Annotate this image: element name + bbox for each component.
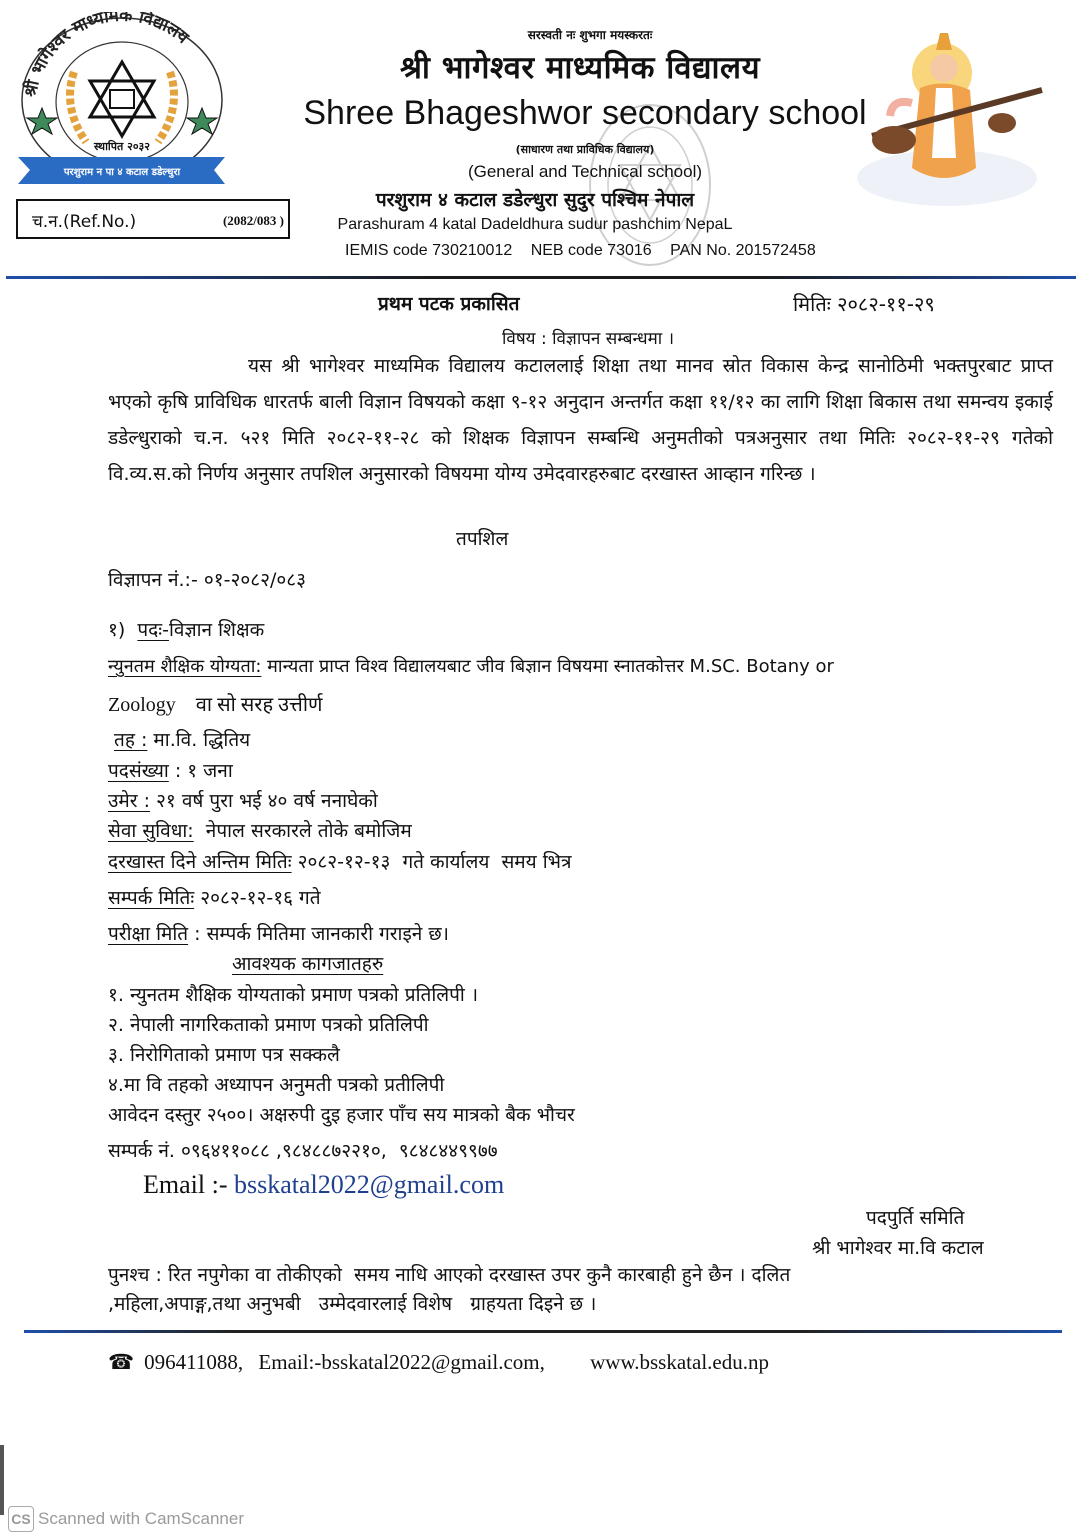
field-label: तह : [114,729,148,751]
contact-phones: सम्पर्क नं. ०९६४११०८८ ,९८४८८७२२१०, ९८४८४४९९७७ [108,1140,498,1162]
signature-committee: पदपुर्ति समिति [866,1207,965,1229]
documents-list [108,981,575,1131]
motto: सरस्वती नः शुभगा मयस्करतः [527,28,653,42]
field-value: २०८२-१२-१३ गते कार्यालय समय भित्र [291,851,572,873]
school-logo [14,12,229,192]
field-value: : १ जना [168,760,233,782]
iemis-code: IEMIS code 730210012 [345,242,513,259]
saraswati-image [852,28,1052,213]
contact-email-line [143,1170,504,1200]
address-english: Parashuram 4 katal Dadeldhura sudur pashchim NepaL [337,216,733,233]
footer-website[interactable]: www.bsskatal.edu.np [590,1350,769,1374]
field-label: दरखास्त दिने अन्तिम मितिः [108,851,292,873]
tapashil-heading: तपशिल [456,528,509,550]
school-name-english: Shree Bhageshwor secondary school [303,94,867,132]
field-contact-date [108,884,571,920]
footer-contact [108,1350,779,1375]
school-type-nepali: (साधारण तथा प्राविधिक विद्यालय) [515,143,655,156]
field-label: पदसंख्या [108,760,169,782]
postscript-line-2: ,महिला,अपाङ्ग,तथा अनुभबी उम्मेदवारलाई विशेष ग्राहयता दिइने छ । [108,1293,597,1315]
footer-email[interactable]: Email:-bsskatal2022@gmail.com, [258,1350,545,1374]
header-divider [6,276,1076,279]
documents-heading: आवश्यक कागजातहरु [232,953,384,975]
camscanner-logo-icon: CS [8,1506,34,1532]
field-level [108,726,571,757]
logo-ring-text: श्री भागेश्वर माध्यमिक विद्यालय [20,12,193,99]
field-deadline [108,848,571,884]
notice-date: मितिः २०८२-११-२९ [793,292,935,316]
address-nepali: परशुराम ४ कटाल डडेल्धुरा सुदुर पश्चिम नेपाल [375,189,695,211]
qualification-line [108,654,834,678]
neb-code: NEB code 73016 [530,242,652,259]
email-label: Email :- [143,1170,228,1199]
school-name-nepali: श्री भागेश्वर माध्यमिक विद्यालय [399,50,761,86]
field-value: नेपाल सरकारले तोके बमोजिम [193,820,412,842]
field-benefits [108,817,571,848]
notice-paragraph-text: यस श्री भागेश्वर माध्यमिक विद्यालय कटाललाई शिक्षा तथा मानव स्रोत विकास केन्द्र सानोठिमी भक्तपुरबाट प्राप्त भएको कृषि प्राविधिक धारतर्फ बाली विज्ञान विषयको कक्षा ९-१२ अनुदान अन्तर्गत कक्षा ११/१२ का लागि शिक्षा बिकास तथा समन्वय इकाई डडेल्धुराको च.न. ५२१ मिति २०८२-११-२८ को शिक्षक विज्ञापन सम्बन्धि अनुमतीको पत्रअनुसार तथा मितिः २०८२-११-२९ गतेको वि.व्य.स.को निर्णय अनुसार तपशिल अनुसारको विषयमा योग्य उमेदवारहरुबाट दरखास्त आव्हान गरिन्छ । [108,355,1053,485]
ref-year: (2082/083 ) [222,213,284,228]
footer-phone: 096411088, [144,1350,244,1374]
post-line [108,616,264,642]
qualification-value: मान्यता प्राप्त विश्व विद्यालयबाट जीव बिज्ञान विषयमा स्नातकोत्तर M.SC. Botany or [261,656,834,677]
field-value: २१ वर्ष पुरा भई ४० वर्ष ननाघेको [150,790,378,812]
svg-text:परशुराम न पा ४ कटाल डडेल्धुरा: परशुराम न पा ४ कटाल डडेल्धुरा [63,167,181,178]
document-item: १. न्युनतम शैक्षिक योग्यताको प्रमाण पत्रको प्रतिलिपी । [108,984,479,1006]
pan-number: PAN No. 201572458 [670,242,816,259]
camscanner-watermark [8,1506,244,1532]
ref-label: च.न.(Ref.No.) [32,212,137,232]
field-label: परीक्षा मिति [108,923,189,945]
post-index: १) [108,619,126,641]
document-item: ४.मा वि तहको अध्यापन अनुमती पत्रको प्रतीलिपी [108,1074,445,1096]
field-exam-date [108,920,571,952]
document-item: ३. निरोगिताको प्रमाण पत्र सक्कलै [108,1044,340,1066]
notice-subject: विषय : विज्ञापन सम्बन्धमा । [502,329,675,349]
field-age [108,787,571,817]
postscript-line-1: पुनश्च : रित नपुगेका वा तोकीएको समय नाधि आएको दरखास्त उपर कुनै कारबाही हुने छैन । दलित [108,1264,791,1286]
qualification-continued: Zoology वा सो सरह उत्तीर्ण [108,694,323,716]
document-item: २. नेपाली नागरिकताको प्रमाण पत्रको प्रतिलिपी [108,1014,429,1036]
email-link[interactable]: bsskatal2022@gmail.com [233,1170,505,1199]
field-value: : सम्पर्क मितिमा जानकारी गराइने छ। [188,923,449,945]
notice-paragraph [108,348,1053,492]
post-details [108,726,571,952]
field-label: सेवा सुविधा: [108,820,194,842]
camscanner-text: Scanned with CamScanner [38,1509,245,1528]
field-label: सम्पर्क मितिः [108,887,195,909]
post-value: विज्ञान शिक्षक [168,619,265,641]
qualification-label: न्युनतम शैक्षिक योग्यता: [108,656,262,677]
field-value: मा.वि. द्धितिय [147,729,251,751]
footer-divider [24,1330,1062,1333]
scan-edge [0,1445,4,1515]
post-label: पदः- [137,619,169,641]
telephone-icon: ☎ [108,1350,135,1374]
field-positions [108,757,571,787]
application-fee: आवेदन दस्तुर २५००। अक्षरुपी दुइ हजार पाँच सय मात्रको बैक भौचर [108,1104,575,1126]
field-label: उमेर : [108,790,150,812]
ad-number: विज्ञापन नं.:- ०१-२०८२/०८३ [108,569,307,591]
field-value: २०८२-१२-१६ गते [194,887,321,909]
svg-text:स्थापित २०३२: स्थापित २०३२ [93,140,151,153]
school-type-english: (General and Technical school) [467,162,703,181]
school-codes [345,242,865,260]
first-published-label: प्रथम पटक प्रकासित [378,293,520,315]
reference-number-box [16,199,290,239]
signature-school: श्री भागेश्वर मा.वि कटाल [812,1237,984,1259]
